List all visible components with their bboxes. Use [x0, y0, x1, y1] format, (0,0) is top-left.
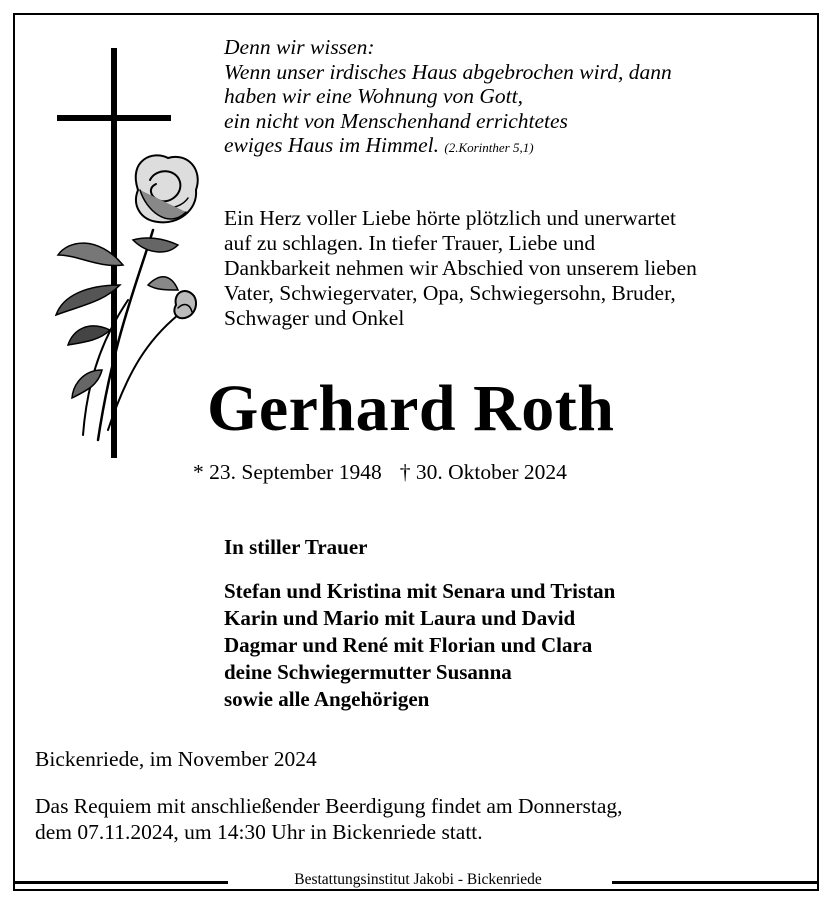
- requiem-line: Das Requiem mit anschließender Beerdigung findet am Donnerstag,: [35, 794, 623, 818]
- requiem-line: dem 07.11.2024, um 14:30 Uhr in Bickenriede statt.: [35, 819, 483, 844]
- verse-line: ein nicht von Menschenhand errichtetes: [224, 108, 568, 133]
- intro-line: Dankbarkeit nehmen wir Abschied von unserem lieben: [224, 256, 697, 280]
- verse-line-text: ewiges Haus im Himmel.: [224, 133, 439, 157]
- mourners-list: [224, 578, 615, 713]
- mourner-line: deine Schwiegermutter Susanna: [224, 660, 512, 684]
- deceased-name: Gerhard Roth: [207, 372, 615, 445]
- mourner-line: Dagmar und René mit Florian und Clara: [224, 633, 593, 657]
- life-dates: [193, 459, 567, 485]
- intro-line: Vater, Schwiegervater, Opa, Schwiegersohn, Bruder,: [224, 281, 676, 305]
- intro-text: [224, 206, 697, 331]
- funeral-home-name: Bestattungsinstitut Jakobi - Bickenriede: [288, 871, 548, 888]
- cross-rose-illustration: [28, 40, 218, 470]
- verse-line: Wenn unser irdisches Haus abgebrochen wird, dann: [224, 59, 672, 84]
- verse-line: [224, 133, 672, 161]
- mourner-line: sowie alle Angehörigen: [224, 687, 430, 711]
- place-date: Bickenriede, im November 2024: [35, 747, 317, 771]
- verse-reference: (2.Korinther 5,1): [444, 140, 534, 155]
- verse-line: Denn wir wissen:: [224, 35, 375, 59]
- intro-line: Schwager und Onkel: [224, 306, 405, 330]
- requiem-info: [35, 794, 623, 845]
- death-date: † 30. Oktober 2024: [399, 460, 567, 484]
- intro-line: auf zu schlagen. In tiefer Trauer, Liebe und: [224, 231, 596, 255]
- bible-verse: [224, 35, 672, 161]
- rose-icon: [56, 155, 198, 440]
- intro-line: Ein Herz voller Liebe hörte plötzlich und unerwartet: [224, 206, 676, 230]
- mourners-heading: In stiller Trauer: [224, 535, 368, 559]
- mourner-line: Karin und Mario mit Laura und David: [224, 606, 576, 630]
- birth-date: * 23. September 1948: [193, 460, 382, 484]
- funeral-home-footer: [0, 870, 836, 890]
- mourner-line: Stefan und Kristina mit Senara und Tristan: [224, 579, 616, 603]
- verse-line: haben wir eine Wohnung von Gott,: [224, 84, 523, 108]
